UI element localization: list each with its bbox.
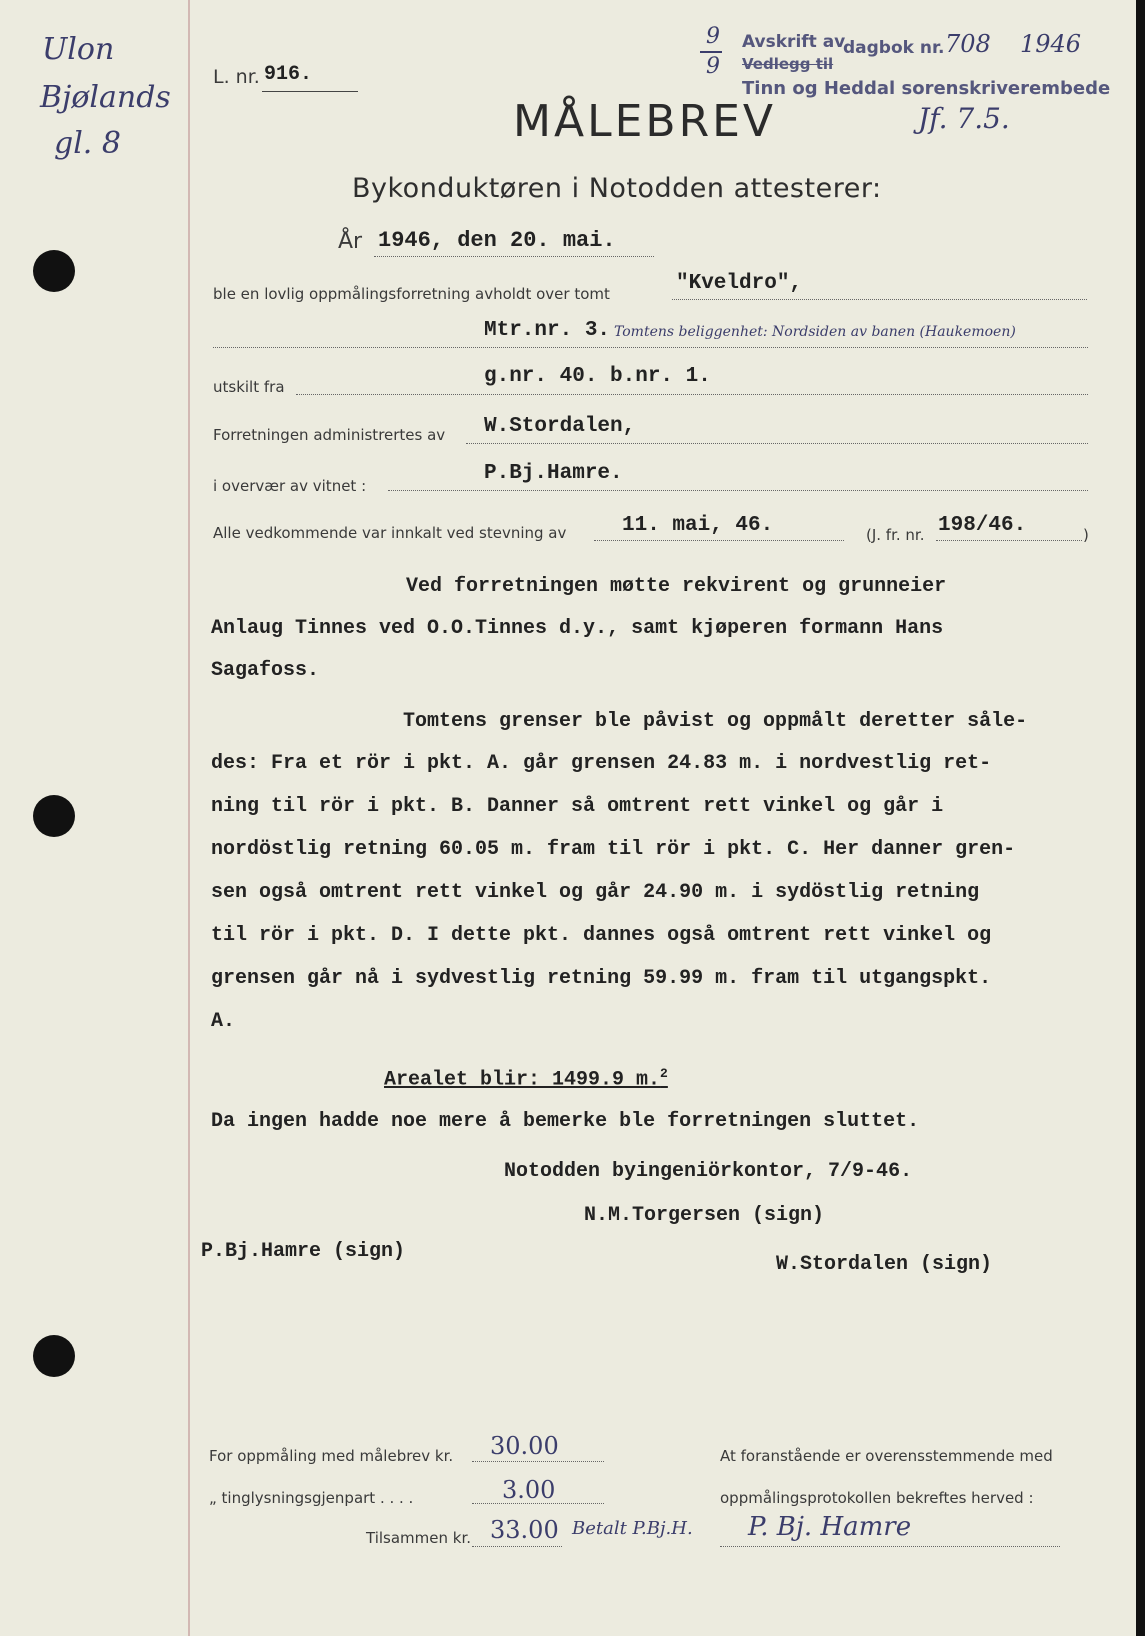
stamp-avskrift: Avskrift av [742, 32, 846, 52]
fee-row1-dots [472, 1461, 604, 1462]
body-line: Anlaug Tinnes ved O.O.Tinnes d.y., samt kjøperen formann Hans [211, 617, 944, 640]
body-line: A. [211, 1010, 236, 1033]
date-value: 1946, den 20. mai. [378, 228, 616, 253]
page-title: MÅLEBREV [513, 96, 777, 147]
jfr-dots [936, 540, 1082, 541]
fee-total-label: Tilsammen kr. [366, 1529, 472, 1547]
body-line: grensen går nå i sydvestlig retning 59.99 m. fram til utgangspkt. [211, 967, 992, 990]
stamp-ref: Jf. 7.5. [918, 102, 1010, 135]
body-line: ning til rör i pkt. B. Danner så omtrent rett vinkel og går i [211, 795, 944, 818]
signature-stordalen: W.Stordalen (sign) [776, 1253, 993, 1276]
jfr-value: 198/46. [938, 514, 1027, 537]
date-dots [374, 256, 654, 257]
certify-dots [720, 1546, 1060, 1547]
body-line: Tomtens grenser ble påvist og oppmålt deretter såle- [403, 710, 1028, 733]
fee-row1-label: For oppmåling med målebrev kr. [209, 1447, 454, 1465]
vitne-value: P.Bj.Hamre. [484, 462, 623, 485]
certify-line: oppmålingsprotokollen bekreftes herved : [720, 1489, 1034, 1507]
paid-signature: P. Bj. Hamre [748, 1512, 912, 1542]
fraction-bar [700, 51, 722, 53]
fee-total-dots [472, 1546, 562, 1547]
admin-label: Forretningen administrertes av [213, 426, 446, 444]
punch-hole [33, 795, 75, 837]
fee-row2-value: 3.00 [502, 1476, 556, 1504]
body-line: til rör i pkt. D. I dette pkt. dannes også omtrent rett vinkel og [211, 924, 992, 947]
date-prefix: År [338, 229, 363, 254]
margin-note-line: Ulon [42, 32, 115, 67]
body-line: Ved forretningen møtte rekvirent og grunneier [406, 575, 947, 598]
admin-value: W.Stordalen, [484, 415, 636, 438]
stamp-dagbok: dagbok nr. [843, 38, 945, 58]
signature-torgersen: N.M.Torgersen (sign) [584, 1204, 825, 1227]
fee-row1-value: 30.00 [490, 1432, 559, 1460]
lnr-rule [262, 91, 358, 92]
mtr-dots [213, 347, 1088, 348]
jfr-label: (J. fr. nr. [866, 526, 925, 544]
margin-note-line: Bjølands [40, 80, 171, 115]
utskilt-dots [296, 394, 1088, 395]
body-line: sen også omtrent rett vinkel og går 24.90 m. i sydöstlig retning [211, 881, 980, 904]
stamp-dagbok-nr: 708 [945, 30, 991, 58]
stamp-year: 1946 [1020, 30, 1082, 58]
stevning-label: Alle vedkommende var innkalt ved stevning av [213, 524, 567, 542]
stevning-dots [594, 540, 844, 541]
lnr-label: L. nr. [213, 66, 260, 88]
margin-line [188, 0, 190, 1636]
tomt-label: ble en lovlig oppmålingsforretning avholdt over tomt [213, 285, 610, 303]
areal-unit-sup: 2 [660, 1066, 668, 1081]
stevning-value: 11. mai, 46. [622, 514, 774, 537]
utskilt-label: utskilt fra [213, 378, 285, 396]
mtr-note: Tomtens beliggenhet: Nordsiden av banen (Haukemoen) [614, 324, 1016, 340]
vitne-dots [388, 490, 1088, 491]
signature-hamre: P.Bj.Hamre (sign) [201, 1240, 406, 1263]
tomt-dots [672, 299, 1087, 300]
mtr-value: Mtr.nr. 3. [484, 319, 611, 342]
stamp-date-bottom: 9 [706, 54, 720, 79]
utskilt-value: g.nr. 40. b.nr. 1. [484, 365, 711, 388]
jfr-close: ) [1083, 526, 1089, 544]
fee-row2-label: „ tinglysningsgjenpart . . . . [209, 1489, 414, 1507]
body-line: des: Fra et rör i pkt. A. går grensen 24.83 m. i nordvestlig ret- [211, 752, 992, 775]
margin-note-line: gl. 8 [54, 126, 121, 161]
vitne-label: i overvær av vitnet : [213, 477, 367, 495]
closing-line: Da ingen hadde noe mere å bemerke ble forretningen sluttet. [211, 1110, 920, 1133]
punch-hole [33, 250, 75, 292]
stamp-date-top: 9 [706, 24, 720, 49]
stamp-vedlegg: Vedlegg til [742, 55, 834, 73]
admin-dots [466, 443, 1088, 444]
areal-value: Arealet blir: 1499.9 m. [384, 1068, 661, 1092]
punch-hole [33, 1335, 75, 1377]
office-line: Notodden byingeniörkontor, 7/9-46. [504, 1160, 913, 1183]
fee-total-value: 33.00 [490, 1516, 559, 1544]
page-subtitle: Bykonduktøren i Notodden attesterer: [352, 173, 882, 204]
certify-line: At foranstående er overensstemmende med [720, 1447, 1053, 1465]
areal-text [384, 1066, 668, 1092]
body-line: nordöstlig retning 60.05 m. fram til rör i pkt. C. Her danner gren- [211, 838, 1016, 861]
paid-note: Betalt P.Bj.H. [572, 1518, 693, 1539]
stamp-office: Tinn og Heddal sorenskriverembede [742, 78, 1111, 99]
tomt-value: "Kveldro", [676, 272, 803, 295]
lnr-value: 916. [264, 63, 313, 86]
fee-row2-dots [472, 1503, 604, 1504]
body-line: Sagafoss. [211, 659, 320, 682]
